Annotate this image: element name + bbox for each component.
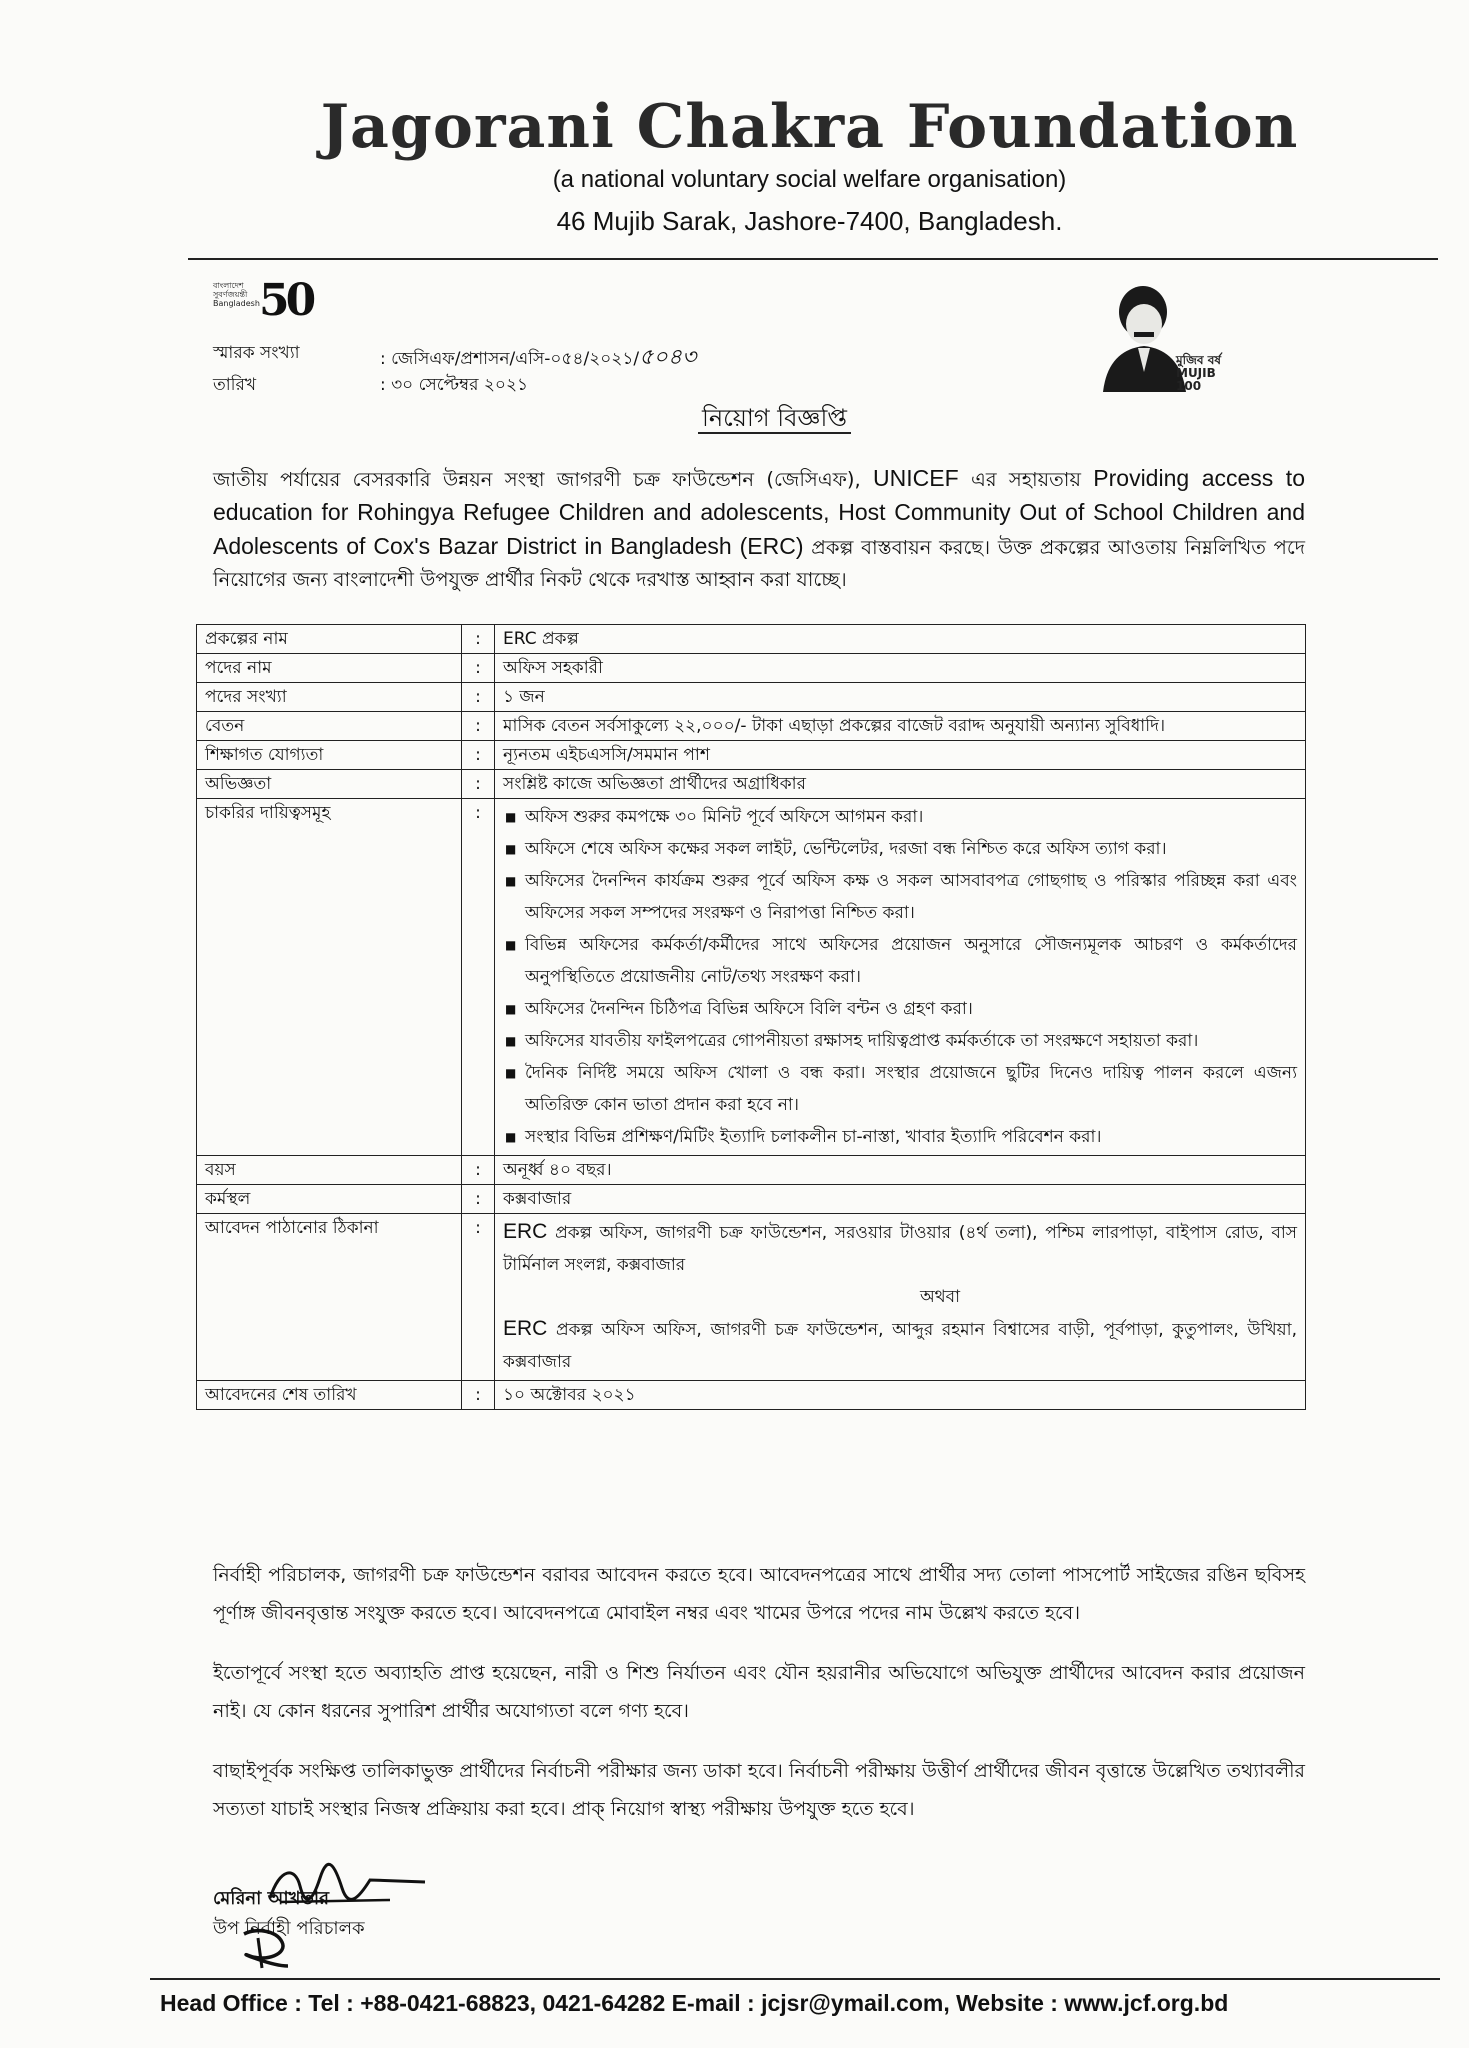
date-value: : ৩০ সেপ্টেম্বর ২০২১: [380, 375, 529, 395]
table-row: [197, 1156, 1306, 1185]
job-info-table: [196, 624, 1306, 1410]
golden-jubilee-logo: [213, 275, 313, 331]
table-row: [197, 683, 1306, 712]
footer-contact: Head Office : Tel : +88-0421-68823, 0421-64282 E-mail : jcjsr@ymail.com, Website : www.jcf.org.bd: [160, 1990, 1229, 2016]
table-row: [197, 625, 1306, 654]
intro-project-title: Providing access to education for Rohingya Refugee Children and adolescents, Host Community Out of School Children and Adolescents of Cox's Bazar District in Bangladesh (ERC): [213, 465, 1305, 559]
organization-subtitle: (a national voluntary social welfare organisation): [552, 166, 1067, 193]
list-item: ■ অফিস শুরুর কমপক্ষে ৩০ মিনিট পূর্বে অফিসে আগমন করা।: [503, 801, 1297, 833]
address-or: অথবা: [919, 1287, 961, 1307]
deadline-label: আবেদনের শেষ তারিখ: [197, 1381, 462, 1410]
intro-unicef: UNICEF: [873, 465, 959, 491]
mujib-borsho-logo-text: মুজিব বর্ষ MUJIB 100: [1176, 353, 1221, 393]
golden-jubilee-logo-text: বাংলাদেশ সুবর্ণজয়ন্তী Bangladesh: [213, 281, 260, 308]
salary-label: বেতন: [197, 712, 462, 741]
address-1-text: প্রকল্প অফিস, জাগরণী চক্র ফাউন্ডেশন, সরওয়ার টাওয়ার (৪র্থ তলা), পশ্চিম লারপাড়া, বাইপাস রোড, বাস টার্মিনাল সংলগ্ন, কক্সবাজার: [503, 1223, 1297, 1275]
list-item: ■ অফিসের দৈনন্দিন চিঠিপত্র বিভিন্ন অফিসে বিলি বন্টন ও গ্রহণ করা।: [503, 993, 1297, 1025]
organization-address: 46 Mujib Sarak, Jashore-7400, Bangladesh.: [556, 206, 1063, 236]
list-item: ■ অফিসে শেষে অফিস কক্ষের সকল লাইট, ভেন্টিলেটর, দরজা বন্ধ নিশ্চিত করে অফিস ত্যাগ করা।: [503, 833, 1297, 865]
address-option-2: [503, 1313, 1297, 1378]
memo-number-handwritten: ৫০৪৩: [639, 345, 697, 370]
notice-title: [0, 400, 1469, 440]
duties-value: [495, 799, 1306, 1156]
mujib-borsho-logo: [1098, 282, 1238, 392]
deadline-value: ১০ অক্টোবর ২০২১: [495, 1381, 1306, 1410]
date-label: তারিখ: [213, 375, 257, 395]
colon: :: [462, 1214, 495, 1381]
colon: :: [462, 625, 495, 654]
colon: :: [462, 1185, 495, 1214]
age-label: বয়স: [197, 1156, 462, 1185]
table-row: [197, 1214, 1306, 1381]
list-item: ■ দৈনিক নির্দিষ্ট সময়ে অফিস খোলা ও বন্ধ করা। সংস্থার প্রয়োজনে ছুটির দিনেও দায়িত্ব পালন করলে এজন্য অতিরিক্ত কোন ভাতা প্রদান করা হবে না।: [503, 1057, 1297, 1121]
post-value: অফিস সহকারী: [495, 654, 1306, 683]
table-row: [197, 741, 1306, 770]
signatory-designation: উপ নির্বাহী পরিচালক: [213, 1918, 365, 1939]
list-item: ■ বিভিন্ন অফিসের কর্মকর্তা/কর্মীদের সাথে অফিসের প্রয়োজন অনুসারে সৌজন্যমূলক আচরণ ও কর্মকর্তাদের অনুপস্থিতিতে প্রয়োজনীয় নোট/তথ্য সংরক্ষণ করা।: [503, 929, 1297, 993]
colon: :: [462, 741, 495, 770]
colon: :: [462, 654, 495, 683]
post-label: পদের নাম: [197, 654, 462, 683]
notice-title-text: নিয়োগ বিজ্ঞপ্তি: [698, 404, 851, 434]
application-address-value: [495, 1214, 1306, 1381]
table-row: [197, 654, 1306, 683]
application-address-label: আবেদন পাঠানোর ঠিকানা: [197, 1214, 462, 1381]
address-2-text: প্রকল্প অফিস অফিস, জাগরণী চক্র ফাউন্ডেশন, আব্দুর রহমান বিশ্বাসের বাড়ী, পূর্বপাড়া, কুতুপালং, উখিয়া, কক্সবাজার: [503, 1320, 1297, 1372]
intro-part-5: প্রকল্প বাস্তবায়ন করছে। উক্ত প্রকল্পের আওতায় নিম্নলিখিত পদে নিয়োগের জন্য বাংলাদেশী উপযুক্ত প্রার্থীর নিকট থেকে দরখাস্ত আহ্বান করা যাচ্ছে।: [213, 536, 1305, 591]
intro-part-3: এর সহায়তায়: [958, 468, 1094, 491]
organization-name: Jagorani Chakra Foundation: [320, 92, 1299, 162]
workplace-value: কক্সবাজার: [495, 1185, 1306, 1214]
table-row: [197, 770, 1306, 799]
list-item: ■ অফিসের দৈনন্দিন কার্যক্রম শুরুর পূর্বে অফিস কক্ষ ও সকল আসবাবপত্র গোছগাছ ও পরিস্কার পরিচ্ছন্ন করা এবং অফিসের সকল সম্পদের সংরক্ষণ ও নিরাপত্তা নিশ্চিত করা।: [503, 865, 1297, 929]
salary-value: মাসিক বেতন সর্বসাকুল্যে ২২,০০০/- টাকা এছাড়া প্রকল্পের বাজেট বরাদ্দ অনুযায়ী অন্যান্য সুবিধাদি।: [495, 712, 1306, 741]
colon: :: [462, 712, 495, 741]
list-item: ■ সংস্থার বিভিন্ন প্রশিক্ষণ/মিটিং ইত্যাদি চলাকলীন চা-নাস্তা, খাবার ইত্যাদি পরিবেশন করা।: [503, 1121, 1297, 1153]
eligibility-note: ইতোপূর্বে সংস্থা হতে অব্যাহতি প্রাপ্ত হয়েছেন, নারী ও শিশু নির্যাতন এবং যৌন হয়রানীর অভিযোগে অভিযুক্ত প্রার্থীদের আবেদন করার প্রয়োজন নাই। যে কোন ধরনের সুপারিশ প্রার্থীর অযোগ্যতা বলে গণ্য হবে।: [213, 1662, 1305, 1722]
colon: :: [462, 683, 495, 712]
table-row: [197, 799, 1306, 1156]
application-instructions: নির্বাহী পরিচালক, জাগরণী চক্র ফাউন্ডেশন বরাবর আবেদন করতে হবে। আবেদনপত্রের সাথে প্রার্থীর সদ্য তোলা পাসপোর্ট সাইজের রঙিন ছবিসহ পূর্ণাঙ্গ জীবনবৃত্তান্ত সংযুক্ত করতে হবে। আবেদনপত্রে মোবাইল নম্বর এবং খামের উপরে পদের নাম উল্লেখ করতে হবে।: [213, 1564, 1305, 1624]
address-2-erc: ERC: [503, 1317, 548, 1340]
intro-part-1: জাতীয় পর্যায়ের বেসরকারি উন্নয়ন সংস্থা জাগরণী চক্র ফাউন্ডেশন (জেসিএফ),: [213, 468, 874, 491]
duties-label: চাকরির দায়িত্বসমূহ: [197, 799, 462, 1156]
project-label: প্রকল্পের নাম: [197, 625, 462, 654]
header-divider: [188, 258, 1438, 260]
education-value: ন্যূনতম এইচএসসি/সমমান পাশ: [495, 741, 1306, 770]
signatory-name: মেরিনা আখতার: [213, 1888, 330, 1909]
address-1-erc: ERC: [503, 1220, 548, 1243]
post-count-value: ১ জন: [495, 683, 1306, 712]
table-row: [197, 1185, 1306, 1214]
experience-label: অভিজ্ঞতা: [197, 770, 462, 799]
colon: :: [462, 1156, 495, 1185]
colon: :: [462, 770, 495, 799]
footer-divider: [150, 1978, 1440, 1980]
address-option-1: [503, 1216, 1297, 1281]
selection-process-note: বাছাইপূর্বক সংক্ষিপ্ত তালিকাভুক্ত প্রার্থীদের নির্বাচনী পরীক্ষার জন্য ডাকা হবে। নির্বাচনী পরীক্ষায় উত্তীর্ণ প্রার্থীদের জীবন বৃত্তান্তে উল্লেখিত তথ্যাবলীর সত্যতা যাচাই সংস্থার নিজস্ব প্রক্রিয়ায় করা হবে। প্রাক্ নিয়োগ স্বাস্থ্য পরীক্ষায় উপযুক্ত হতে হবে।: [213, 1760, 1305, 1820]
table-row: [197, 712, 1306, 741]
duties-list: [503, 801, 1297, 1153]
project-value: ERC প্রকল্প: [495, 625, 1306, 654]
education-label: শিক্ষাগত যোগ্যতা: [197, 741, 462, 770]
colon: :: [462, 799, 495, 1156]
list-item: ■ অফিসের যাবতীয় ফাইলপত্রের গোপনীয়তা রক্ষাসহ দায়িত্বপ্রাপ্ত কর্মকর্তাকে তা সংরক্ষণে সহায়তা করা।: [503, 1025, 1297, 1057]
table-row: [197, 1381, 1306, 1410]
golden-jubilee-logo-number: 50: [259, 275, 313, 326]
memo-number-label: স্মারক সংখ্যা: [213, 343, 300, 363]
colon: :: [462, 1381, 495, 1410]
experience-value: সংশ্লিষ্ট কাজে অভিজ্ঞতা প্রার্থীদের অগ্রাধিকার: [495, 770, 1306, 799]
intro-paragraph: [213, 462, 1305, 596]
workplace-label: কর্মস্থল: [197, 1185, 462, 1214]
memo-number-printed: : জেসিএফ/প্রশাসন/এসি-০৫৪/২০২১/: [380, 349, 640, 369]
age-value: অনূর্ধ্ব ৪০ বছর।: [495, 1156, 1306, 1185]
post-count-label: পদের সংখ্যা: [197, 683, 462, 712]
